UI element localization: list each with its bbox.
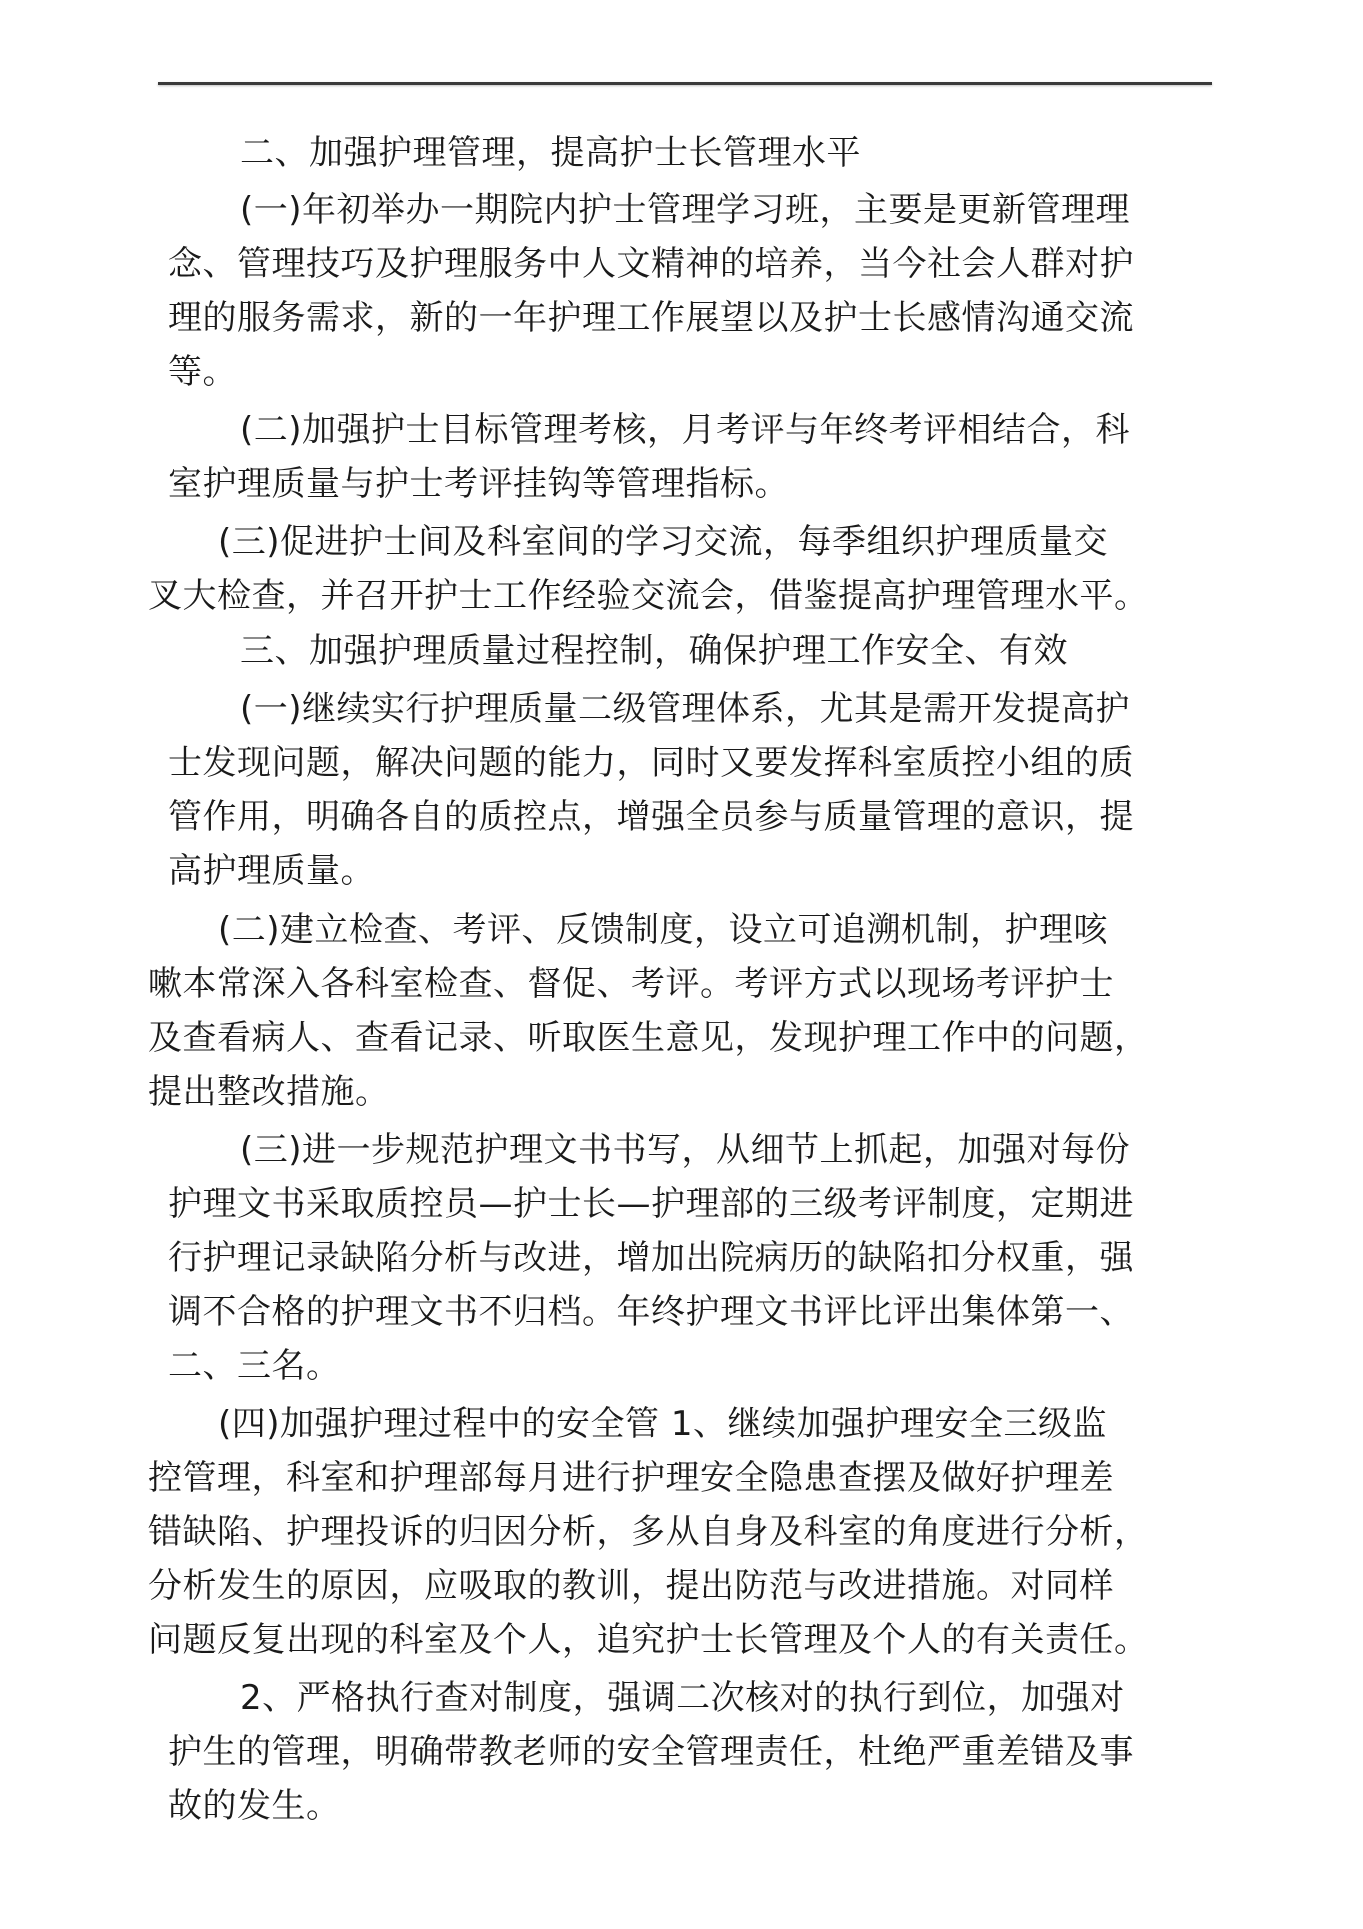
section-heading: 三、加强护理质量过程控制，确保护理工作安全、有效 <box>240 631 1068 671</box>
paragraph-line: 及查看病人、查看记录、听取医生意见，发现护理工作中的问题， <box>148 1018 1149 1058</box>
paragraph-line: 故的发生。 <box>168 1786 341 1826</box>
paragraph-line: 调不合格的护理文书不归档。年终护理文书评比评出集体第一、 <box>168 1292 1134 1332</box>
paragraph-line: 叉大检查，并召开护士工作经验交流会，借鉴提高护理管理水平。 <box>148 576 1149 616</box>
header-rule <box>158 82 1212 85</box>
paragraph-line: 分析发生的原因，应吸取的教训，提出防范与改进措施。对同样 <box>148 1566 1114 1606</box>
section-heading: 二、加强护理管理，提高护士长管理水平 <box>240 133 861 173</box>
paragraph-line: 控管理，科室和护理部每月进行护理安全隐患查摆及做好护理差 <box>148 1458 1114 1498</box>
paragraph-line: 错缺陷、护理投诉的归因分析，多从自身及科室的角度进行分析， <box>148 1512 1149 1552</box>
paragraph-line: 提出整改措施。 <box>148 1072 390 1112</box>
paragraph-line: 二、三名。 <box>168 1346 341 1386</box>
paragraph-line: 等。 <box>168 352 237 392</box>
paragraph-line: (一)继续实行护理质量二级管理体系，尤其是需开发提高护 <box>240 689 1131 729</box>
paragraph-line: 问题反复出现的科室及个人，追究护士长管理及个人的有关责任。 <box>148 1620 1149 1660</box>
paragraph-line: 护理文书采取质控员—护士长—护理部的三级考评制度，定期进 <box>168 1184 1134 1224</box>
paragraph-line: 士发现问题，解决问题的能力，同时又要发挥科室质控小组的质 <box>168 743 1134 783</box>
paragraph-line: 2、严格执行查对制度，强调二次核对的执行到位，加强对 <box>240 1678 1125 1718</box>
paragraph-line: 念、管理技巧及护理服务中人文精神的培养，当今社会人群对护 <box>168 244 1134 284</box>
paragraph-line: (二)建立检查、考评、反馈制度，设立可追溯机制，护理咳 <box>218 910 1109 950</box>
paragraph-line: (一)年初举办一期院内护士管理学习班，主要是更新管理理 <box>240 190 1131 230</box>
paragraph-line: 理的服务需求，新的一年护理工作展望以及护士长感情沟通交流 <box>168 298 1134 338</box>
paragraph-line: 行护理记录缺陷分析与改进，增加出院病历的缺陷扣分权重，强 <box>168 1238 1134 1278</box>
paragraph-line: (三)进一步规范护理文书书写，从细节上抓起，加强对每份 <box>240 1130 1131 1170</box>
paragraph-line: 室护理质量与护士考评挂钩等管理指标。 <box>168 464 789 504</box>
paragraph-line: 嗽本常深入各科室检查、督促、考评。考评方式以现场考评护士 <box>148 964 1114 1004</box>
paragraph-line: (三)促进护士间及科室间的学习交流，每季组织护理质量交 <box>218 522 1109 562</box>
paragraph-line: (二)加强护士目标管理考核，月考评与年终考评相结合，科 <box>240 410 1131 450</box>
paragraph-line: (四)加强护理过程中的安全管 1、继续加强护理安全三级监 <box>218 1404 1107 1444</box>
paragraph-line: 管作用，明确各自的质控点，增强全员参与质量管理的意识，提 <box>168 797 1134 837</box>
paragraph-line: 高护理质量。 <box>168 851 375 891</box>
paragraph-line: 护生的管理，明确带教老师的安全管理责任，杜绝严重差错及事 <box>168 1732 1134 1772</box>
